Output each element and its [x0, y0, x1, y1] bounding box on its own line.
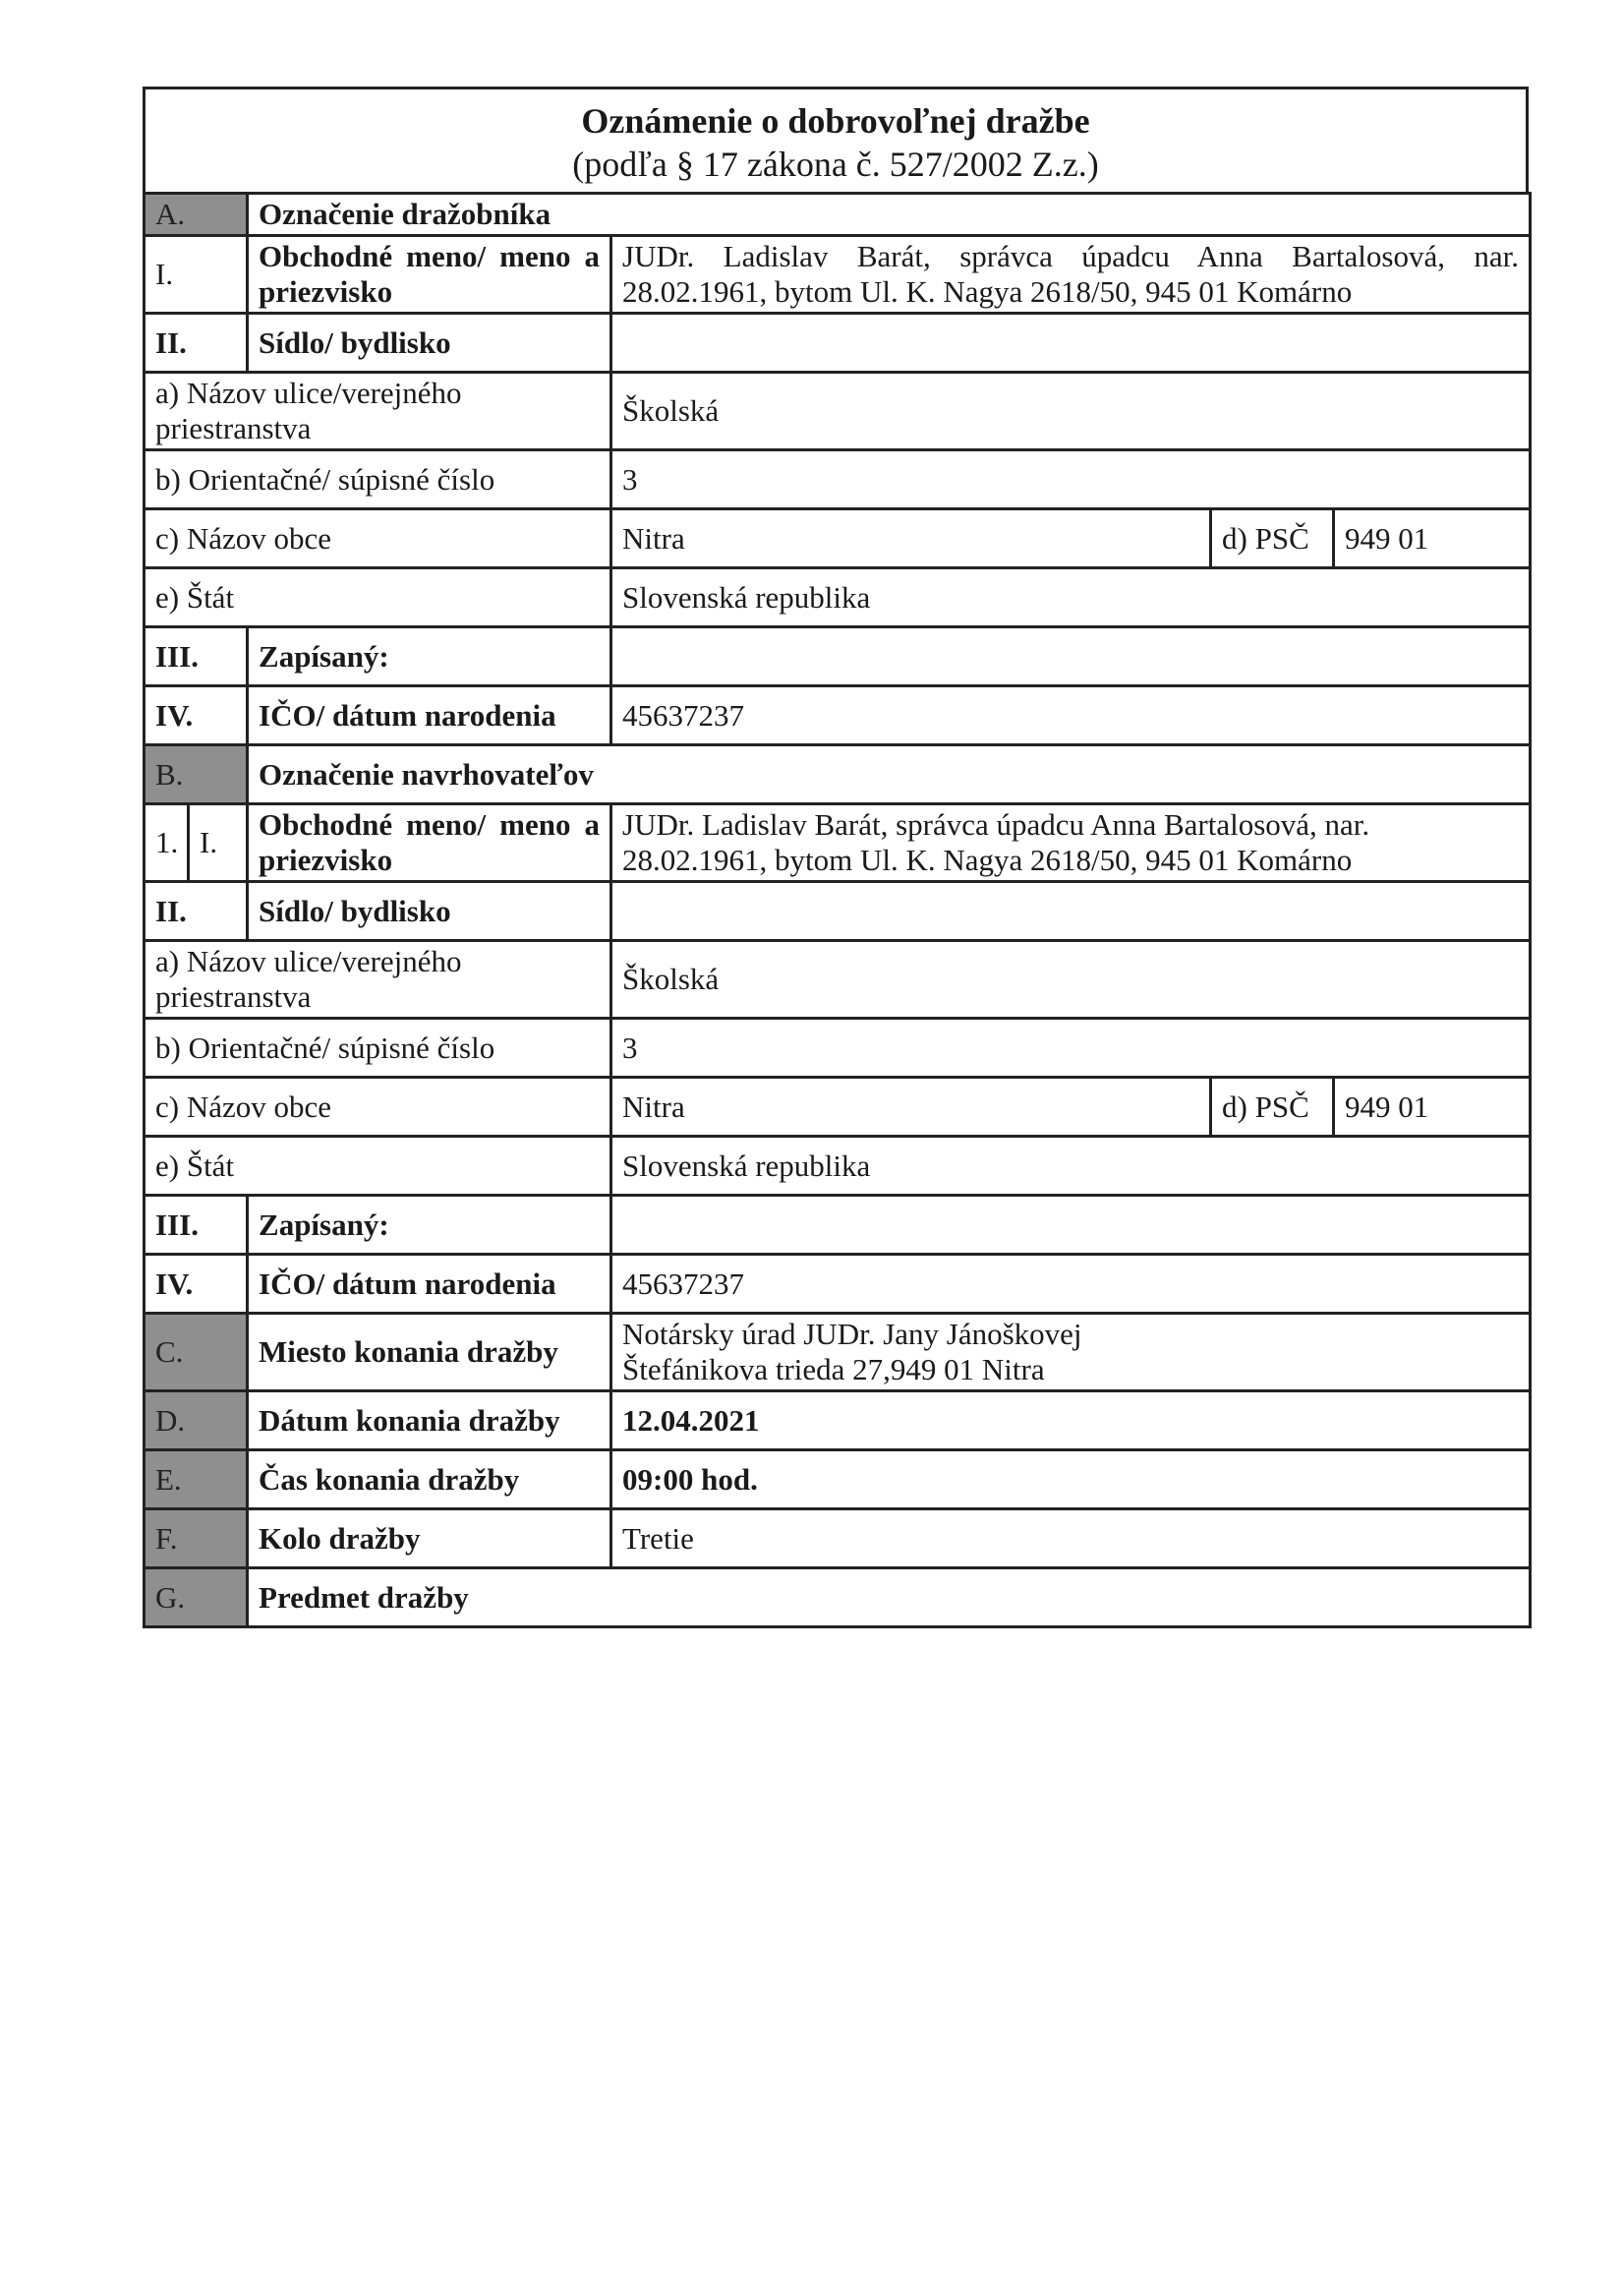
- auction-place-line2: Štefánikova trieda 27,949 01 Nitra: [622, 1352, 1045, 1386]
- section-f-letter: F.: [145, 1509, 248, 1568]
- section-a-number-label: b) Orientačné/ súpisné číslo: [145, 450, 611, 509]
- section-a-seat-value: [611, 314, 1531, 373]
- section-d-value: 12.04.2021: [611, 1391, 1531, 1450]
- section-a-name-label: Obchodné meno/ meno a priezvisko: [248, 236, 611, 314]
- section-a-city-value: Nitra: [611, 509, 1211, 568]
- section-g-row: [145, 1568, 1531, 1627]
- section-a-registered-label: Zapísaný:: [248, 627, 611, 686]
- section-a-seat-row: [145, 314, 1531, 373]
- notice-title: Oznámenie o dobrovoľnej dražbe: [581, 101, 1090, 141]
- section-b-psc-value: 949 01: [1334, 1078, 1531, 1137]
- section-b-number-label: b) Orientačné/ súpisné číslo: [145, 1019, 611, 1078]
- section-a-heading: Označenie dražobníka: [248, 194, 1531, 236]
- section-f-row: [145, 1509, 1531, 1568]
- section-a-street-value: Školská: [611, 373, 1531, 450]
- section-a-psc-label: d) PSČ: [1211, 509, 1334, 568]
- section-b-ico-num: IV.: [145, 1255, 248, 1314]
- section-b-street-label: a) Názov ulice/verejného priestranstva: [145, 941, 611, 1019]
- section-d-letter: D.: [145, 1391, 248, 1450]
- section-g-label: Predmet dražby: [248, 1568, 1531, 1627]
- section-a-number-row: [145, 450, 1531, 509]
- auction-notice-document: [143, 87, 1529, 1628]
- section-b-heading-row: [145, 745, 1531, 804]
- section-b-name-row: [145, 804, 1531, 882]
- section-b-state-label: e) Štát: [145, 1137, 611, 1196]
- section-b-ico-value: 45637237: [611, 1255, 1531, 1314]
- section-a-registered-row: [145, 627, 1531, 686]
- section-d-label: Dátum konania dražby: [248, 1391, 611, 1450]
- section-a-seat-label: Sídlo/ bydlisko: [248, 314, 611, 373]
- section-a-registered-num: III.: [145, 627, 248, 686]
- section-b-registered-label: Zapísaný:: [248, 1196, 611, 1255]
- section-e-label: Čas konania dražby: [248, 1450, 611, 1509]
- section-a-ico-row: [145, 686, 1531, 745]
- section-a-number-value: 3: [611, 450, 1531, 509]
- section-a-name-value: JUDr. Ladislav Barát, správca úpadcu Anna Bartalosová, nar. 28.02.1961, bytom Ul. K. Nagya 2618/50, 945 01 Komárno: [611, 236, 1531, 314]
- section-b-city-label: c) Názov obce: [145, 1078, 611, 1137]
- section-a-registered-value: [611, 627, 1531, 686]
- section-f-value: Tretie: [611, 1509, 1531, 1568]
- section-b-seat-label: Sídlo/ bydlisko: [248, 882, 611, 941]
- notice-header: [143, 87, 1529, 192]
- section-b-name-label: Obchodné meno/ meno a priezvisko: [248, 804, 611, 882]
- section-c-label: Miesto konania dražby: [248, 1314, 611, 1391]
- notice-subtitle: (podľa § 17 zákona č. 527/2002 Z.z.): [572, 145, 1099, 184]
- section-e-letter: E.: [145, 1450, 248, 1509]
- section-d-row: [145, 1391, 1531, 1450]
- section-f-label: Kolo dražby: [248, 1509, 611, 1568]
- section-b-street-row: [145, 941, 1531, 1019]
- section-a-state-value: Slovenská republika: [611, 568, 1531, 627]
- section-a-heading-row: [145, 194, 1531, 236]
- section-a-city-row: [145, 509, 1531, 568]
- section-b-psc-label: d) PSČ: [1211, 1078, 1334, 1137]
- section-b-seat-num: II.: [145, 882, 248, 941]
- section-b-letter: B.: [145, 745, 248, 804]
- section-a-letter: A.: [145, 194, 248, 236]
- section-a-psc-value: 949 01: [1334, 509, 1531, 568]
- section-b-name-num: I.: [189, 804, 248, 882]
- section-b-number-row: [145, 1019, 1531, 1078]
- section-b-seat-row: [145, 882, 1531, 941]
- section-b-registered-row: [145, 1196, 1531, 1255]
- section-b-street-value: Školská: [611, 941, 1531, 1019]
- section-e-row: [145, 1450, 1531, 1509]
- section-b-name-value: JUDr. Ladislav Barát, správca úpadcu Anna Bartalosová, nar. 28.02.1961, bytom Ul. K. Nagya 2618/50, 945 01 Komárno: [611, 804, 1531, 882]
- section-a-name-row: [145, 236, 1531, 314]
- section-a-ico-value: 45637237: [611, 686, 1531, 745]
- section-a-ico-num: IV.: [145, 686, 248, 745]
- section-b-registered-num: III.: [145, 1196, 248, 1255]
- section-b-heading: Označenie navrhovateľov: [248, 745, 1531, 804]
- section-e-value: 09:00 hod.: [611, 1450, 1531, 1509]
- section-b-seat-value: [611, 882, 1531, 941]
- section-a-city-label: c) Názov obce: [145, 509, 611, 568]
- section-b-ico-row: [145, 1255, 1531, 1314]
- section-a-seat-num: II.: [145, 314, 248, 373]
- section-a-state-label: e) Štát: [145, 568, 611, 627]
- section-b-registered-value: [611, 1196, 1531, 1255]
- section-g-letter: G.: [145, 1568, 248, 1627]
- section-b-number-value: 3: [611, 1019, 1531, 1078]
- section-c-value: [611, 1314, 1531, 1391]
- section-b-state-row: [145, 1137, 1531, 1196]
- section-c-letter: C.: [145, 1314, 248, 1391]
- section-a-street-label: a) Názov ulice/verejného priestranstva: [145, 373, 611, 450]
- section-b-ico-label: IČO/ dátum narodenia: [248, 1255, 611, 1314]
- notice-table: [143, 192, 1532, 1628]
- section-a-name-num: I.: [145, 236, 248, 314]
- section-b-city-value: Nitra: [611, 1078, 1211, 1137]
- section-b-city-row: [145, 1078, 1531, 1137]
- section-b-sub-num: 1.: [145, 804, 189, 882]
- auction-place-line1: Notársky úrad JUDr. Jany Jánoškovej: [622, 1317, 1082, 1351]
- section-a-street-row: [145, 373, 1531, 450]
- section-c-row: [145, 1314, 1531, 1391]
- section-b-state-value: Slovenská republika: [611, 1137, 1531, 1196]
- section-a-state-row: [145, 568, 1531, 627]
- section-a-ico-label: IČO/ dátum narodenia: [248, 686, 611, 745]
